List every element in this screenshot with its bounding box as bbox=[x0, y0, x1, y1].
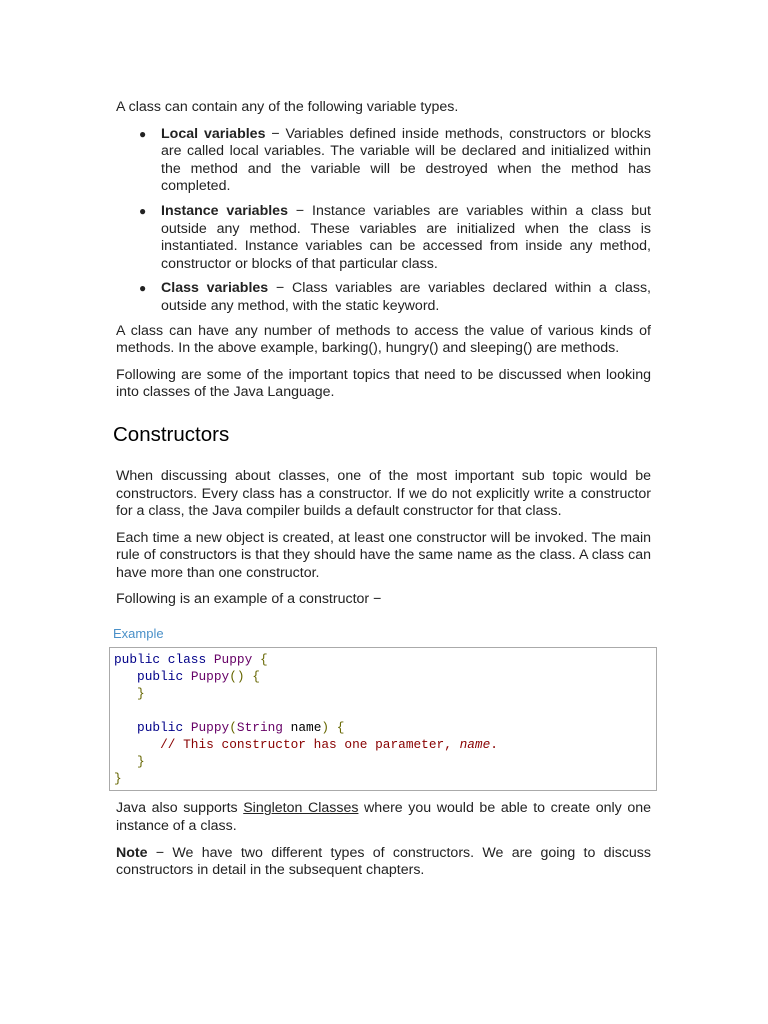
term-instance-variables: Instance variables bbox=[161, 202, 288, 219]
variable-types-list bbox=[116, 126, 651, 316]
methods-paragraph: A class can have any number of methods to access the value of various kinds of methods. In the above example, barking(), hungry() and sleeping() are methods. bbox=[116, 322, 651, 357]
bullet-icon: ● bbox=[139, 203, 147, 218]
note-paragraph bbox=[116, 845, 651, 880]
code-constructor-name: Puppy bbox=[190, 720, 230, 736]
singleton-paragraph: Java also supports Singleton Classes where you would be able to create only one instance of a class. bbox=[116, 800, 651, 834]
code-listing: public class Puppy { public Puppy() { } public Puppy(String name) { // This constructor has one parameter, name. } } bbox=[114, 651, 498, 787]
constructors-paragraph-2: Each time a new object is created, at least one constructor will be invoked. The main rule of constructors is that they should have the same name as the class. A class can have more than one constructor. bbox=[116, 529, 651, 581]
term-class-variables: Class variables bbox=[161, 280, 269, 297]
code-block[interactable] bbox=[109, 647, 657, 792]
topics-paragraph: Following are some of the important topics that need to be discussed when looking into classes of the Java Language. bbox=[116, 366, 651, 401]
term-description: − Class variables are variables declared within a class, outside any method, with the static keyword. bbox=[161, 280, 651, 314]
code-class-name: Puppy bbox=[213, 651, 253, 667]
code-comment: // This constructor has one parameter, name. bbox=[160, 737, 498, 753]
note-label: Note bbox=[116, 844, 148, 861]
code-keyword: public bbox=[137, 668, 184, 684]
term-description: − Instance variables are variables within a class but outside any method. These variables are initialized when the class is instantiated. Instance variables can be accessed from inside any method, constructor or blocks of that particular class. bbox=[161, 202, 651, 272]
code-param-name: name bbox=[290, 720, 322, 736]
singleton-classes-link[interactable]: Singleton Classes bbox=[243, 800, 359, 817]
example-label: Example bbox=[113, 626, 164, 642]
code-keyword: public bbox=[137, 720, 184, 736]
example-intro-paragraph: Following is an example of a constructor − bbox=[116, 591, 382, 608]
article-body bbox=[113, 99, 651, 889]
code-constructor-name: Puppy bbox=[190, 668, 230, 684]
term-local-variables: Local variables bbox=[161, 125, 266, 142]
code-keyword: public bbox=[114, 651, 161, 667]
note-text: − We have two different types of constructors. We are going to discuss constructors in detail in the subsequent chapters. bbox=[116, 844, 651, 879]
list-item bbox=[139, 125, 651, 196]
list-item bbox=[139, 202, 651, 273]
section-heading-constructors: Constructors bbox=[113, 422, 230, 446]
code-keyword: class bbox=[167, 651, 207, 667]
bullet-icon: ● bbox=[139, 281, 147, 296]
intro-paragraph: A class can contain any of the following variable types. bbox=[116, 99, 459, 115]
term-description: − Variables defined inside methods, constructors or blocks are called local variables. The variable will be declared and initialized within the method and the variable will be destroyed when the method has completed. bbox=[161, 125, 651, 195]
list-item bbox=[139, 280, 651, 315]
bullet-icon: ● bbox=[139, 126, 147, 141]
code-param-type: String bbox=[236, 720, 283, 736]
constructors-paragraph-1: When discussing about classes, one of the most important sub topic would be constructors. Every class has a constructor. If we do not explicitly write a constructor for a class, the Java compiler builds a default constructor for that class. bbox=[116, 467, 651, 520]
